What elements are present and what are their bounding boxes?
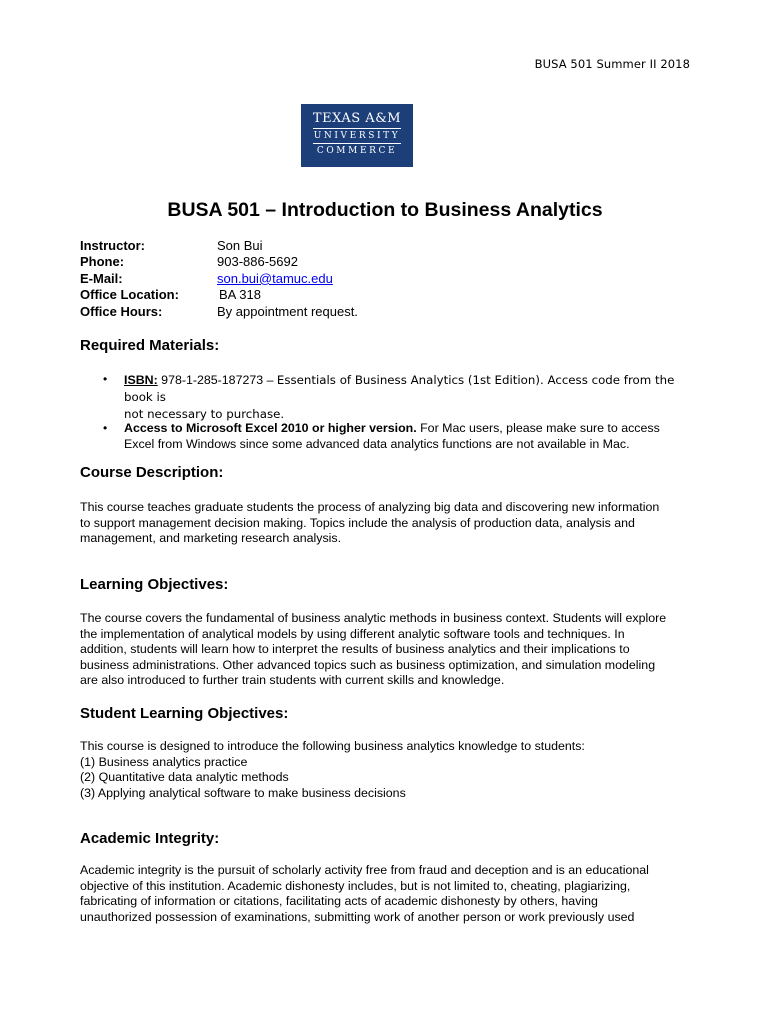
required-material-isbn [124, 372, 704, 423]
text-line: Academic integrity is the pursuit of scholarly activity free from fraud and deception and is an educational [80, 863, 649, 877]
university-logo [301, 104, 413, 167]
info-label: Office Hours: [80, 303, 163, 319]
required-materials-heading: Required Materials: [80, 337, 220, 354]
book-note: not necessary to purchase. [124, 407, 285, 421]
text-line: This course is designed to introduce the following business analytics knowledge to students: [80, 739, 585, 753]
excel-requirement: Access to Microsoft Excel 2010 or higher version. [124, 421, 417, 435]
info-row-instructor [80, 238, 358, 254]
excel-note: For Mac users, please make sure to access [416, 421, 660, 435]
text-line: business administrations. Other advanced topics such as business optimization, and simulation modeling [80, 657, 656, 672]
list-item: (2) Quantitative data analytic methods [80, 770, 289, 784]
info-label: Phone: [80, 254, 125, 270]
text-line: are also introduced to further train students with current skills and knowledge. [80, 673, 505, 687]
info-value: BA 318 [219, 287, 261, 303]
book-title: Essentials of Business Analytics (1st Edition). Access code from the book is [124, 373, 675, 404]
academic-integrity-text [80, 863, 690, 925]
text-line: fabricating of information or citations, facilitating acts of academic dishonesty by others, having [80, 894, 598, 908]
text-line: unauthorized possession of examinations, submitting work of another person or work previously used [80, 909, 635, 924]
text-line: objective of this institution. Academic dishonesty includes, but is not limited to, cheating, plagiarizing, [80, 878, 631, 893]
instructor-info [80, 238, 358, 320]
logo-line-3: COMMERCE [316, 146, 398, 156]
course-description-heading: Course Description: [80, 464, 224, 481]
list-item: (3) Applying analytical software to make business decisions [80, 785, 406, 800]
academic-integrity-heading: Academic Integrity: [80, 830, 220, 847]
info-row-office-location [80, 287, 358, 303]
info-value: By appointment request. [217, 303, 358, 319]
bullet-icon: • [103, 421, 108, 435]
course-description-text [80, 500, 690, 547]
learning-objectives-text [80, 611, 690, 689]
info-row-email [80, 271, 358, 287]
text-line: the implementation of analytical models by using different analytic software tools and techniques. In [80, 626, 625, 641]
info-label: E-Mail: [80, 270, 123, 286]
text-line: This course teaches graduate students the process of analyzing big data and discovering new information [80, 500, 660, 514]
text-line: management, and marketing research analysis. [80, 531, 342, 545]
page-header-course-term: BUSA 501 Summer II 2018 [534, 57, 690, 71]
document-title: BUSA 501 – Introduction to Business Analytics [167, 199, 603, 221]
info-label: Instructor: [80, 238, 145, 253]
info-row-phone [80, 254, 358, 270]
list-item: (1) Business analytics practice [80, 754, 248, 769]
info-row-office-hours [80, 304, 358, 320]
logo-line-2: UNIVERSITY [313, 131, 401, 141]
student-learning-objectives-heading: Student Learning Objectives: [80, 705, 289, 722]
required-material-excel [124, 421, 704, 452]
text-line: to support management decision making. Topics include the analysis of production data, analysis and [80, 515, 635, 530]
info-label: Office Location: [80, 287, 179, 303]
logo-line-1: TEXAS A&M [312, 111, 402, 126]
learning-objectives-heading: Learning Objectives: [80, 576, 229, 593]
email-link[interactable]: son.bui@tamuc.edu [217, 270, 333, 286]
text-line: The course covers the fundamental of business analytic methods in business context. Students will explore [80, 611, 667, 625]
excel-note-cont: Excel from Windows since some advanced data analytics functions are not available in Mac. [124, 436, 630, 451]
info-value: 903-886-5692 [217, 254, 298, 270]
isbn-number: 978-1-285-187273 – [157, 373, 277, 387]
bullet-icon: • [103, 372, 108, 386]
student-learning-objectives-text [80, 739, 690, 801]
isbn-label: ISBN: [124, 373, 158, 387]
text-line: addition, students will learn how to interpret the results of business analytics and their implications to [80, 642, 630, 656]
info-value: Son Bui [217, 238, 263, 253]
